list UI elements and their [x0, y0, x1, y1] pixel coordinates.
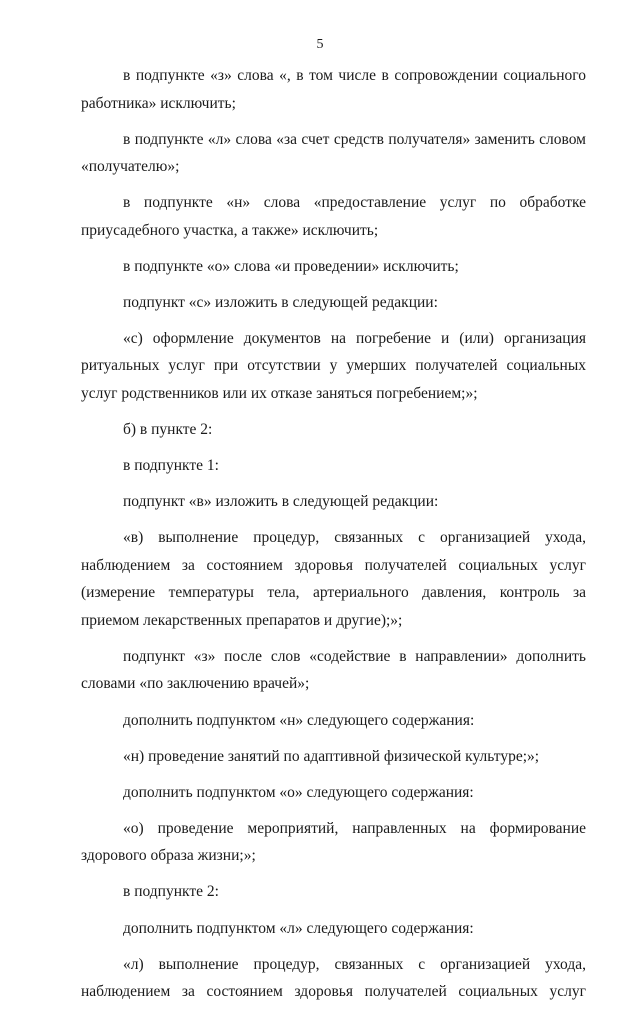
paragraph-point-2-heading: б) в пункте 2: — [123, 421, 213, 439]
paragraph-subpoint-l-amendment: в подпункте «л» слова «за счет средств получателя» заменить словом «получателю»; — [81, 130, 586, 176]
paragraph-subpoint-n-text: «н) проведение занятий по адаптивной физической культуре;»; — [123, 747, 540, 765]
paragraph-subpoint-s-text: «с) оформление документов на погребение и (или) организация ритуальных услуг при отсутствии у умерших получателей социальных услуг родственников или их отказе заняться погребением;»; — [81, 329, 586, 402]
paragraph-subpoint-v-text: «в) выполнение процедур, связанных с организацией ухода, наблюдением за состоянием здоровья получателей социальных услуг (измерение температуры тела, артериального давления, контроль за приемом лекарственных препаратов и другие);»; — [81, 529, 586, 629]
paragraph-subpoint-1-heading: в подпункте 1: — [123, 457, 219, 475]
document-body — [81, 62, 586, 1014]
paragraph-add-subpoint-n-heading: дополнить подпунктом «н» следующего содержания: — [123, 711, 475, 729]
paragraph-add-subpoint-o-heading: дополнить подпунктом «о» следующего содержания: — [123, 783, 474, 801]
paragraph-subpoint-2-heading: в подпункте 2: — [123, 883, 219, 901]
paragraph-subpoint-s-heading: подпункт «с» изложить в следующей редакции: — [123, 293, 438, 311]
paragraph-subpoint-z-addition: подпункт «з» после слов «содействие в направлении» дополнить словами «по заключению врачей»; — [81, 647, 586, 693]
paragraph-subpoint-z-amendment: в подпункте «з» слова «, в том числе в сопровождении социального работника» исключить; — [81, 67, 586, 112]
paragraph-subpoint-n-amendment: в подпункте «н» слова «предоставление услуг по обработке приусадебного участка, а также» исключить; — [81, 194, 586, 239]
paragraph-add-subpoint-l-heading: дополнить подпунктом «л» следующего содержания: — [123, 919, 474, 937]
paragraph-subpoint-o-amendment: в подпункте «о» слова «и проведении» исключить; — [123, 257, 459, 275]
page-number: 5 — [316, 37, 324, 52]
paragraph-subpoint-o-text: «о) проведение мероприятий, направленных на формирование здорового образа жизни;»; — [81, 819, 586, 865]
paragraph-subpoint-v-heading: подпункт «в» изложить в следующей редакции: — [123, 493, 439, 511]
paragraph-subpoint-l-text: «л) выполнение процедур, связанных с организацией ухода, наблюдением за состоянием здоровья получателей социальных услуг — [81, 955, 586, 1001]
